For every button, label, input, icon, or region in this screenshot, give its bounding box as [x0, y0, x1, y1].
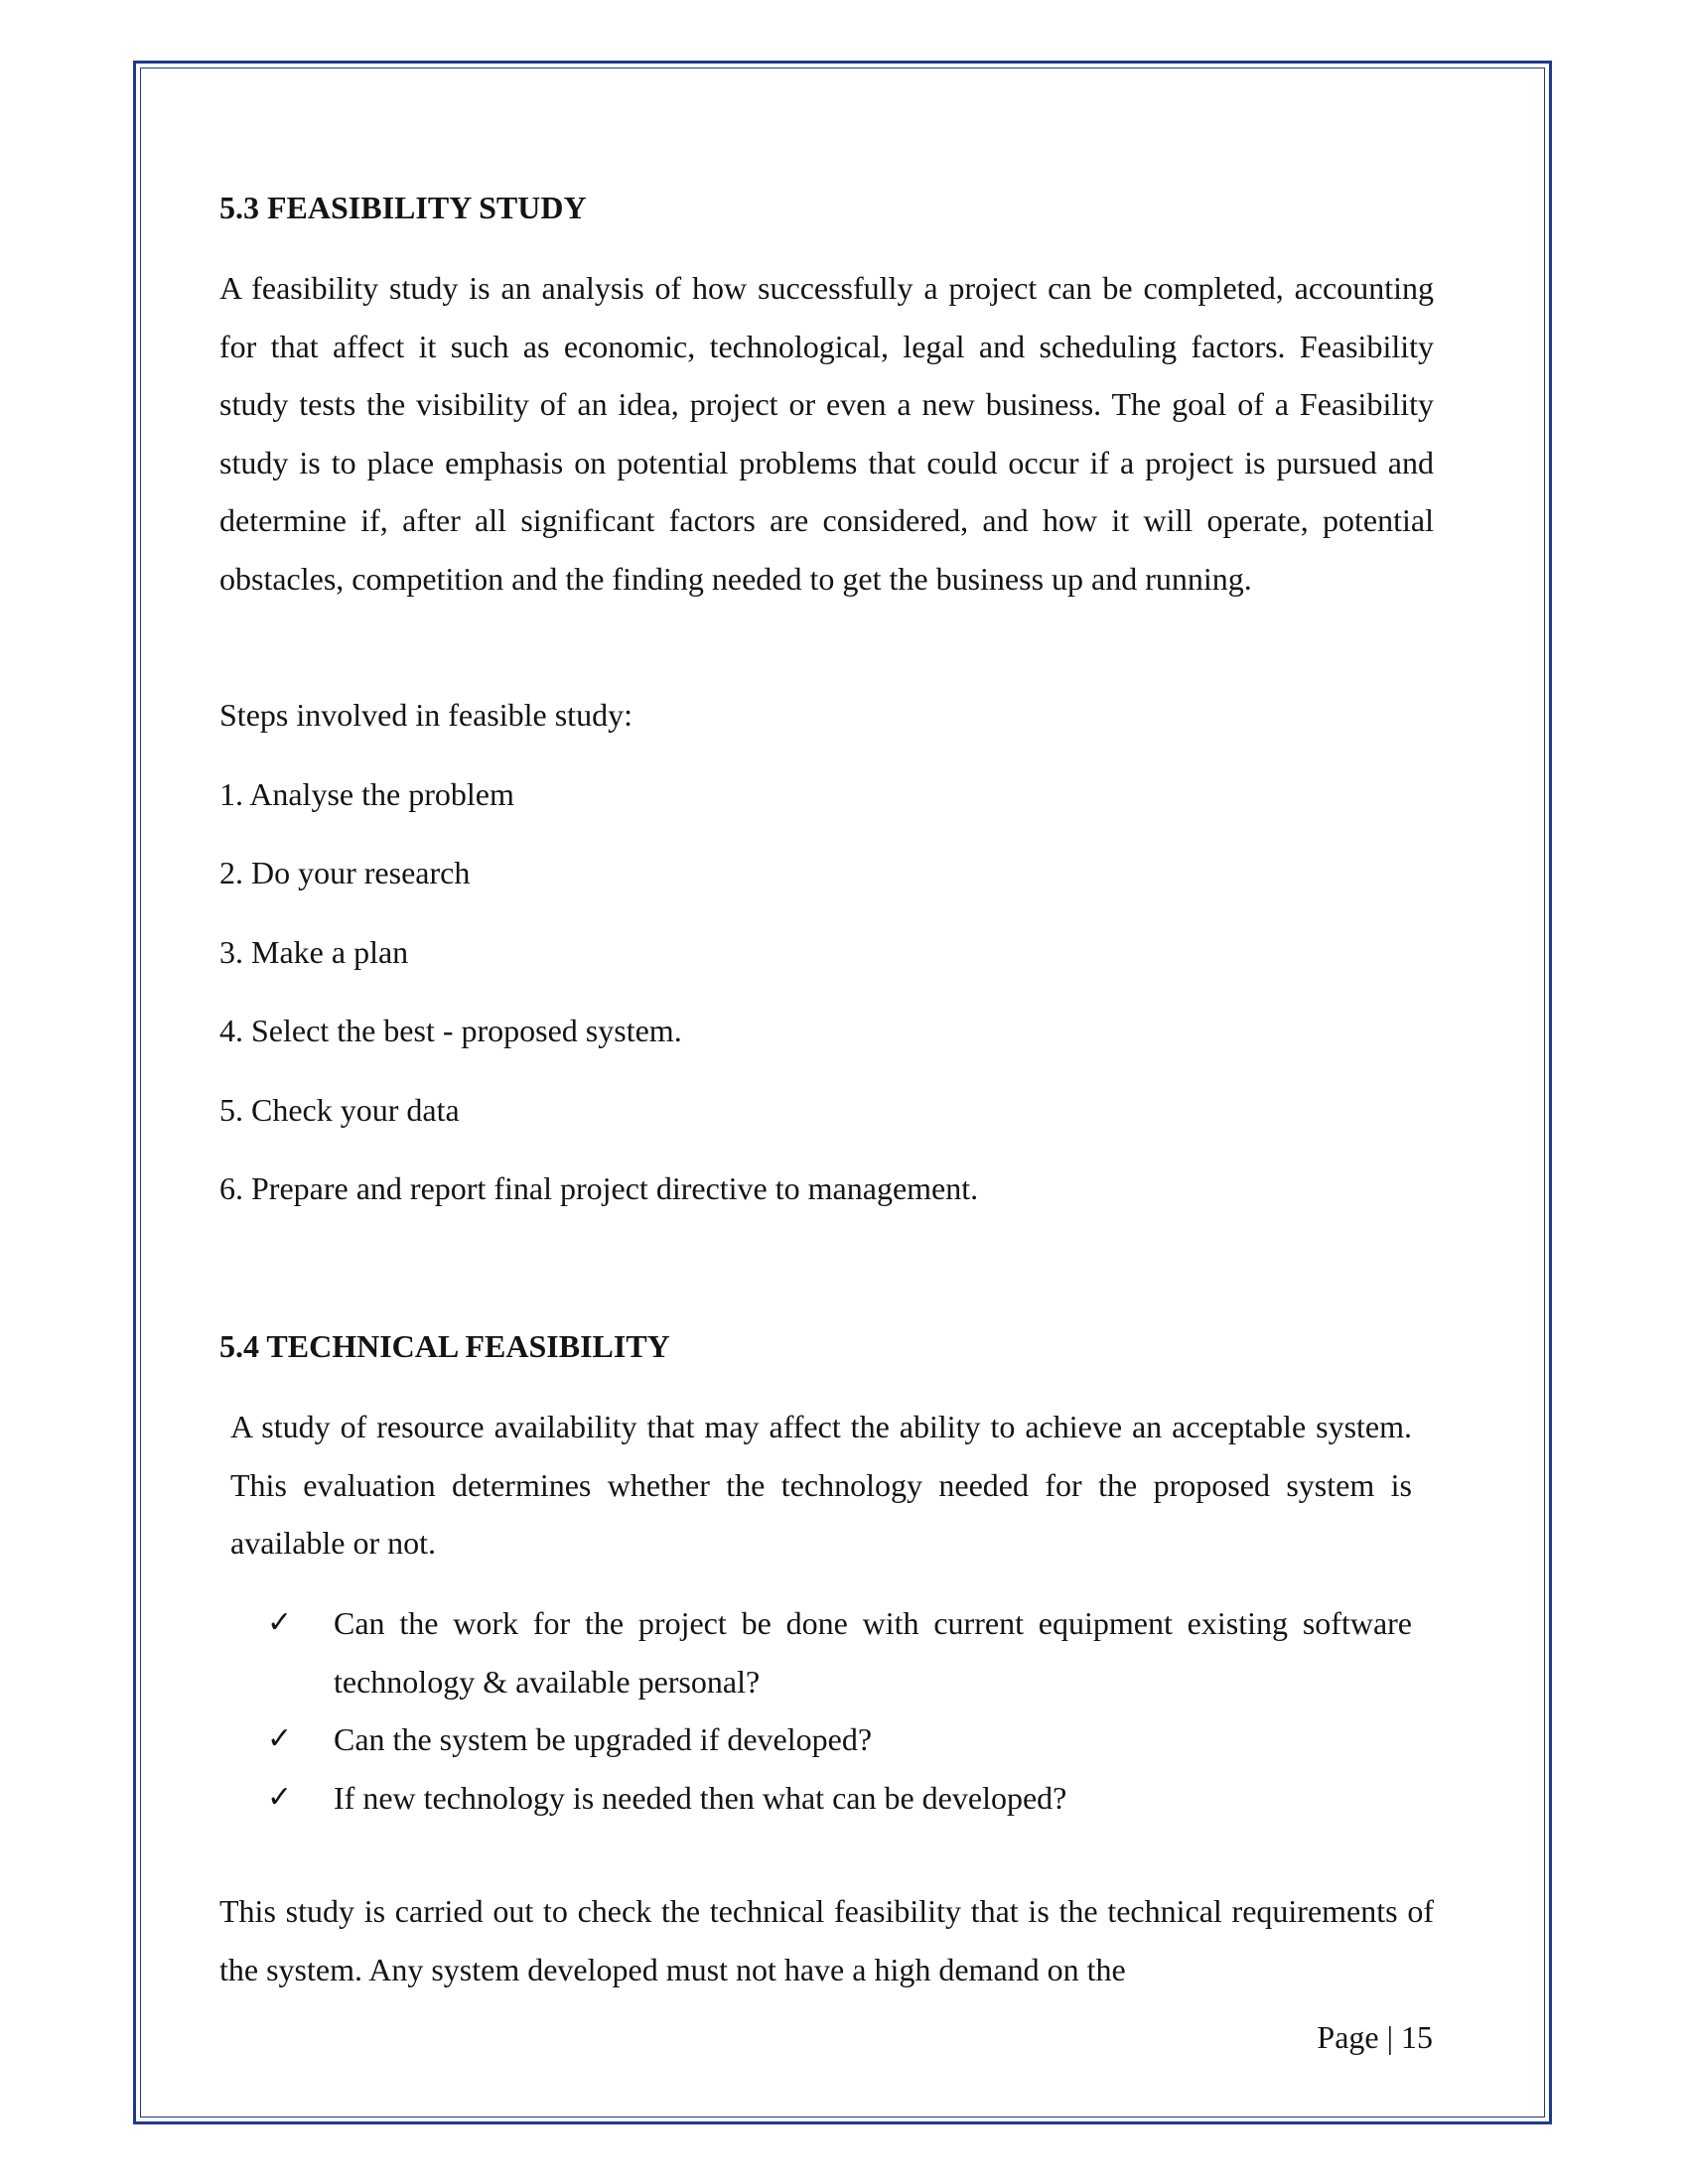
- step-item: 1. Analyse the problem: [219, 776, 514, 812]
- check-item-text: Can the system be upgraded if developed?: [334, 1721, 873, 1758]
- step-item: 6. Prepare and report final project directive to management.: [219, 1170, 979, 1206]
- step-item: 3. Make a plan: [219, 934, 409, 970]
- feasibility-study-paragraph: A feasibility study is an analysis of how successfully a project can be completed, accounting for that affect it such as economic, technological, legal and scheduling factors. Feasibility study tests the visibility of an idea, project or even a new business. The goal of a Feasibility study is to place emphasis on potential problems that could occur if a project is pursued and determine if, after all significant factors are considered, and how it will operate, potential obstacles, competition and the finding needed to get the business up and running.: [219, 270, 1434, 597]
- check-mark-icon: ✓: [267, 1721, 293, 1757]
- step-item: 2. Do your research: [219, 855, 471, 890]
- section-heading-feasibility-study: 5.3 FEASIBILITY STUDY: [219, 190, 587, 225]
- technical-closing-paragraph: This study is carried out to check the technical feasibility that is the technical requirements of the system. Any system developed must not have a high demand on the: [219, 1893, 1434, 1987]
- steps-intro: Steps involved in feasible study:: [219, 697, 633, 733]
- page-number: Page | 15: [1317, 2019, 1433, 2055]
- step-item: 5. Check your data: [219, 1092, 460, 1128]
- check-mark-icon: ✓: [267, 1779, 293, 1815]
- check-item-text: Can the work for the project be done with current equipment existing software technology & available personal?: [334, 1605, 1412, 1700]
- check-mark-icon: ✓: [267, 1605, 293, 1640]
- check-item-text: If new technology is needed then what can be developed?: [334, 1779, 1067, 1816]
- check-list-item: [267, 1710, 1412, 1769]
- section-heading-technical-feasibility: 5.4 TECHNICAL FEASIBILITY: [219, 1328, 670, 1364]
- check-list-item: [267, 1769, 1412, 1828]
- step-item: 4. Select the best - proposed system.: [219, 1013, 682, 1048]
- technical-feasibility-paragraph: A study of resource availability that may affect the ability to achieve an acceptable system. This evaluation determines whether the technology needed for the proposed system is available or not.: [230, 1409, 1412, 1562]
- technical-check-list: [267, 1594, 1412, 1827]
- check-list-item: [267, 1594, 1412, 1710]
